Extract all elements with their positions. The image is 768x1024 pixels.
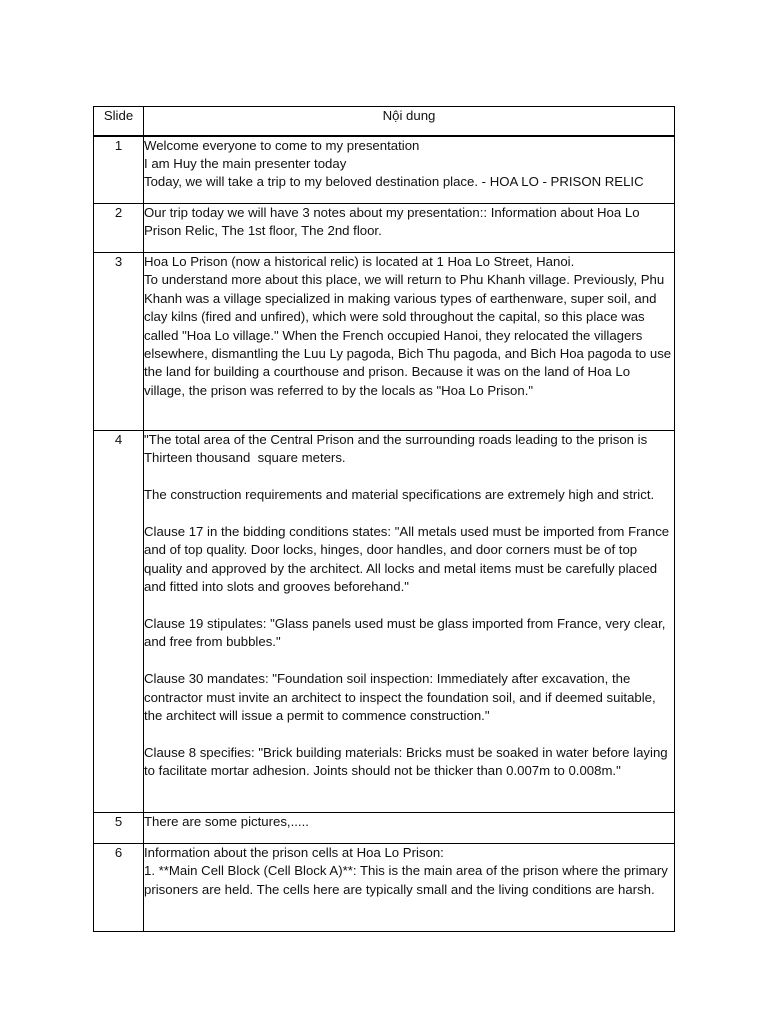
content-paragraph: Clause 19 stipulates: "Glass panels used must be glass imported from France, very clear, and free from bubbles." <box>144 616 670 650</box>
table-row <box>94 204 675 253</box>
table-row <box>94 136 675 204</box>
slide-content <box>144 844 675 932</box>
content-line: To understand more about this place, we will return to Phu Khanh village. Previously, Phu Khanh was a village specialized in making various types of earthenware, super soil, and clay kilns (fired and unfired), which were sold throughout the capital, so this place was called "Hoa Lo village." When the French occupied Hanoi, they relocated the villagers elsewhere, dismantling the Luu Ly pagoda, Bich Thu pagoda, and Bich Hoa pagoda to use the land for building a courthouse and prison. Because it was on the land of Hoa Lo village, the prison was referred to by the locals as "Hoa Lo Prison." <box>144 272 675 398</box>
content-line: Information about the prison cells at Hoa Lo Prison: <box>144 845 444 860</box>
slide-number: 5 <box>94 813 144 844</box>
content-paragraph: Clause 8 specifies: "Brick building materials: Bricks must be soaked in water before laying to facilitate mortar adhesion. Joints should not be thicker than 0.007m to 0.008m." <box>144 744 672 779</box>
content-paragraph: Clause 17 in the bidding conditions states: "All metals used must be imported from France and of top quality. Door locks, hinges, door handles, and door corners must be of top quality and approved by the architect. All locks and metal items must be carefully placed and fitted into slots and grooves beforehand." <box>144 524 673 595</box>
slide-number: 4 <box>94 431 144 813</box>
table-row <box>94 844 675 932</box>
slide-column-header: Slide <box>94 107 144 136</box>
content-line: Welcome everyone to come to my presentation <box>144 137 420 153</box>
table-row <box>94 813 675 844</box>
presentation-script-table <box>93 106 675 932</box>
slide-number: 1 <box>94 136 144 204</box>
content-line: I am Huy the main presenter today <box>144 155 347 171</box>
slide-content: Our trip today we will have 3 notes about my presentation:: Information about Hoa Lo Prison Relic, The 1st floor, The 2nd floor. <box>144 204 675 253</box>
table-header-row <box>94 107 675 136</box>
content-paragraph: "The total area of the Central Prison and the surrounding roads leading to the prison is Thirteen thousand square meters. <box>144 432 651 466</box>
content-line: Hoa Lo Prison (now a historical relic) is located at 1 Hoa Lo Street, Hanoi. <box>144 254 575 269</box>
content-column-header: Nội dung <box>144 107 675 136</box>
slide-content: There are some pictures,..... <box>144 813 675 844</box>
slide-content <box>144 253 675 431</box>
slide-number: 2 <box>94 204 144 253</box>
slide-number: 6 <box>94 844 144 932</box>
slide-content <box>144 431 675 813</box>
table-row <box>94 431 675 813</box>
content-line: 1. **Main Cell Block (Cell Block A)**: This is the main area of the prison where the primary prisoners are held. The cells here are typically small and the living conditions are harsh. <box>144 863 672 897</box>
content-paragraph: Clause 30 mandates: "Foundation soil inspection: Immediately after excavation, the contractor must invite an architect to inspect the foundation soil, and if deemed suitable, the architect will issue a permit to commence construction." <box>144 671 660 724</box>
slide-content <box>144 136 675 204</box>
content-paragraph: The construction requirements and material specifications are extremely high and strict. <box>144 487 655 503</box>
slide-number: 3 <box>94 253 144 431</box>
content-line: Today, we will take a trip to my beloved destination place. - HOA LO - PRISON RELIC <box>144 174 644 190</box>
table-row <box>94 253 675 431</box>
